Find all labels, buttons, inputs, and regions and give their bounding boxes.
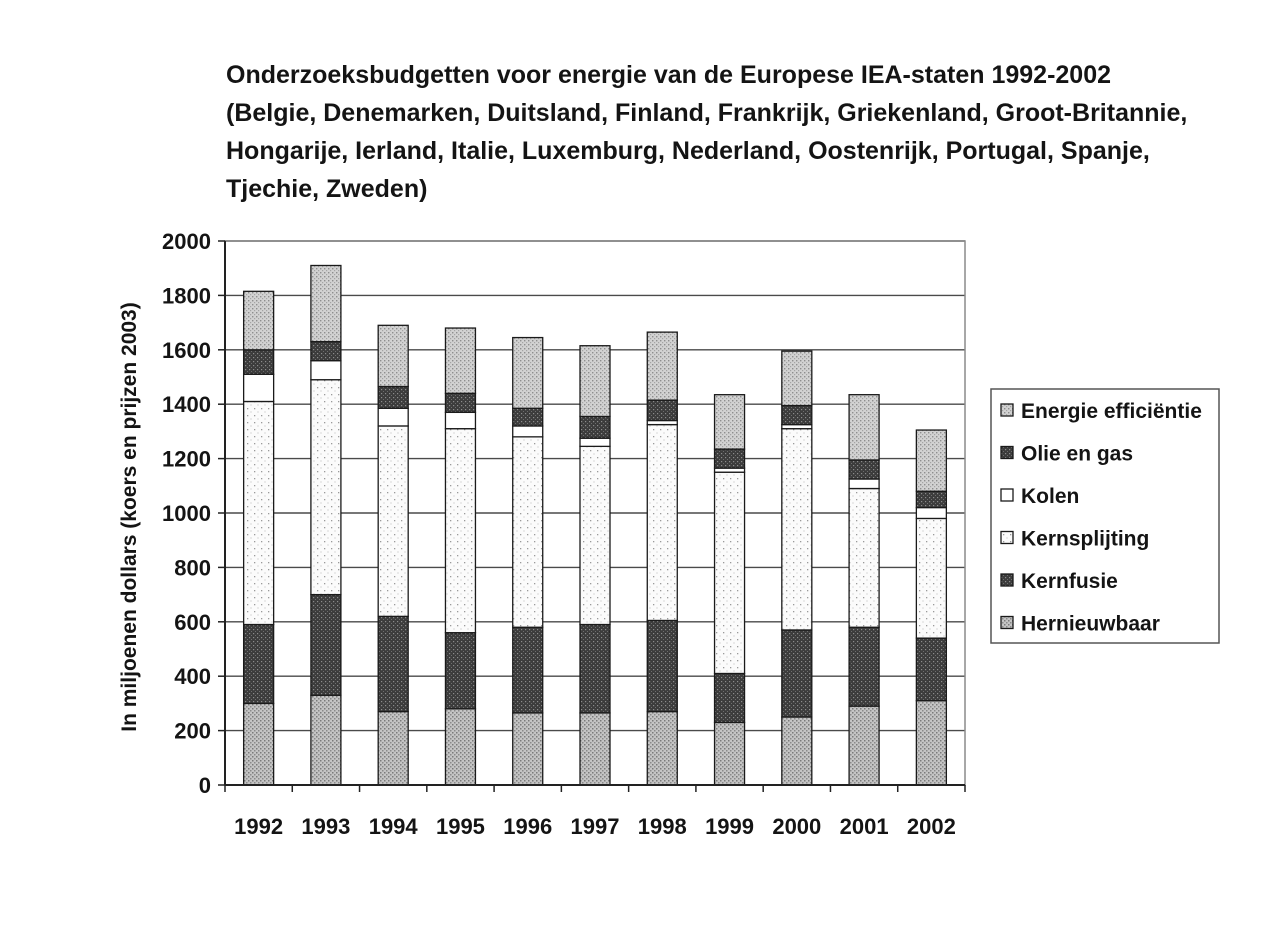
y-tick-label: 800 (174, 555, 211, 581)
y-tick-label: 1000 (162, 501, 211, 526)
bar-segment-energie-effici-ntie-1993 (311, 265, 341, 341)
bar-segment-hernieuwbaar-1996 (513, 713, 543, 785)
bars-group (244, 265, 947, 785)
x-tick-label-2002: 2002 (906, 814, 956, 839)
y-tick-label: 1600 (162, 337, 211, 363)
bar-segment-energie-effici-ntie-2000 (782, 351, 812, 405)
x-tick-label-2000: 2000 (772, 814, 822, 839)
legend-label-kolen: Kolen (1021, 485, 1080, 508)
bar-segment-energie-effici-ntie-1995 (445, 328, 475, 393)
legend-swatch-kernsplijting (1001, 532, 1013, 544)
bar-segment-kernfusie-2000 (782, 630, 812, 717)
bar-segment-hernieuwbaar-1998 (647, 712, 677, 785)
legend-swatch-energie-effici-ntie (1001, 404, 1013, 416)
bar-segment-kernsplijting-1996 (513, 437, 543, 627)
bar-segment-kernfusie-2001 (849, 627, 879, 706)
chart-title-line-1: Onderzoeksbudgetten voor energie van de Europese IEA-staten 1992-2002 (226, 61, 1112, 89)
legend-swatch-olie-en-gas (1001, 447, 1013, 459)
legend-swatch-kolen (1001, 489, 1013, 501)
bar-segment-kernfusie-1995 (445, 633, 475, 709)
x-tick-label-1995: 1995 (435, 814, 485, 839)
bar-segment-olie-en-gas-1997 (580, 416, 610, 438)
y-tick-label: 600 (174, 609, 211, 635)
bar-segment-kernsplijting-2000 (782, 429, 812, 630)
x-tick-label-1994: 1994 (368, 814, 418, 839)
y-tick-label: 400 (174, 664, 211, 690)
x-tick-label-1996: 1996 (503, 814, 553, 839)
bar-segment-kernsplijting-1998 (647, 425, 677, 621)
bar-segment-kernfusie-1993 (311, 595, 341, 696)
bar-segment-energie-effici-ntie-1994 (378, 325, 408, 386)
bar-segment-energie-effici-ntie-2001 (849, 395, 879, 460)
y-tick-label: 0 (198, 773, 211, 798)
bar-segment-olie-en-gas-1995 (445, 393, 475, 412)
bar-segment-kolen-1997 (580, 438, 610, 446)
bar-segment-energie-effici-ntie-1996 (513, 338, 543, 409)
bar-segment-olie-en-gas-1996 (513, 408, 543, 426)
y-tick-label: 1200 (162, 446, 211, 472)
legend-box (991, 389, 1219, 643)
bar-segment-kernsplijting-1999 (715, 472, 745, 673)
bar-segment-kolen-2002 (916, 508, 946, 519)
bar-segment-hernieuwbaar-1999 (715, 722, 745, 785)
bar-segment-hernieuwbaar-1995 (445, 709, 475, 785)
bar-segment-kolen-1992 (244, 374, 274, 401)
bar-segment-kolen-2001 (849, 479, 879, 489)
chart-title-line-2: (Belgie, Denemarken, Duitsland, Finland, Frankrijk, Griekenland, Groot-Britannie, (226, 99, 1188, 127)
y-tick-label: 200 (174, 718, 211, 744)
bar-segment-kernsplijting-2001 (849, 489, 879, 628)
bar-segment-kernfusie-1999 (715, 673, 745, 722)
y-tick-label: 1800 (162, 283, 211, 309)
bar-segment-kolen-1995 (445, 412, 475, 428)
x-tick-label-2001: 2001 (839, 814, 889, 839)
bar-segment-energie-effici-ntie-2002 (916, 430, 946, 491)
bar-segment-olie-en-gas-1998 (647, 400, 677, 420)
bar-segment-hernieuwbaar-1993 (311, 695, 341, 785)
bar-segment-kernsplijting-1992 (244, 401, 274, 624)
chart-title-line-3: Hongarije, Ierland, Italie, Luxemburg, Nederland, Oostenrijk, Portugal, Spanje, (226, 137, 1150, 165)
bar-segment-olie-en-gas-2000 (782, 406, 812, 425)
bar-segment-kernsplijting-1993 (311, 380, 341, 595)
legend-label-kernfusie: Kernfusie (1021, 570, 1118, 593)
bar-segment-energie-effici-ntie-1999 (715, 395, 745, 449)
bar-segment-olie-en-gas-1992 (244, 350, 274, 374)
x-tick-label-1999: 1999 (705, 814, 755, 839)
legend-swatch-hernieuwbaar (1001, 617, 1013, 629)
bar-segment-kernsplijting-1997 (580, 446, 610, 624)
bar-segment-olie-en-gas-1993 (311, 342, 341, 361)
bar-segment-kernfusie-1992 (244, 625, 274, 704)
bar-segment-kolen-1996 (513, 426, 543, 437)
bar-segment-energie-effici-ntie-1998 (647, 332, 677, 400)
chart-title-line-4: Tjechie, Zweden) (226, 175, 428, 203)
bar-segment-hernieuwbaar-1992 (244, 703, 274, 785)
x-tick-label-1997: 1997 (570, 814, 620, 839)
bar-segment-hernieuwbaar-2000 (782, 717, 812, 785)
bar-segment-olie-en-gas-1994 (378, 387, 408, 409)
x-tick-label-1993: 1993 (301, 814, 351, 839)
y-tick-label: 2000 (162, 229, 211, 254)
bar-segment-hernieuwbaar-2002 (916, 701, 946, 785)
bar-segment-kolen-1993 (311, 361, 341, 380)
bar-segment-hernieuwbaar-1994 (378, 712, 408, 785)
legend (991, 389, 1219, 643)
legend-swatch-kernfusie (1001, 574, 1013, 586)
legend-label-energie-effici-ntie: Energie efficiëntie (1021, 400, 1202, 423)
y-tick-label: 1400 (162, 392, 211, 418)
x-tick-labels (234, 814, 956, 839)
x-tick-label-1998: 1998 (637, 814, 687, 839)
bar-segment-kernsplijting-1995 (445, 429, 475, 633)
legend-label-kernsplijting: Kernsplijting (1021, 527, 1150, 551)
bar-segment-kernsplijting-2002 (916, 518, 946, 638)
legend-label-olie-en-gas: Olie en gas (1021, 442, 1134, 466)
bar-segment-olie-en-gas-2002 (916, 491, 946, 507)
y-tick-labels (162, 229, 211, 798)
legend-label-hernieuwbaar: Hernieuwbaar (1021, 612, 1160, 636)
bar-segment-kernfusie-1997 (580, 625, 610, 713)
bar-segment-kernfusie-1996 (513, 627, 543, 713)
bar-segment-hernieuwbaar-2001 (849, 706, 879, 785)
bar-segment-kernfusie-2002 (916, 638, 946, 701)
bar-segment-olie-en-gas-2001 (849, 460, 879, 479)
bar-segment-energie-effici-ntie-1997 (580, 346, 610, 417)
bar-segment-kernfusie-1994 (378, 616, 408, 711)
y-axis-label: In miljoenen dollars (koers en prijzen 2003) (118, 302, 141, 732)
bar-segment-energie-effici-ntie-1992 (244, 291, 274, 349)
bar-segment-kolen-1994 (378, 408, 408, 426)
x-tick-label-1992: 1992 (234, 814, 284, 839)
bar-segment-hernieuwbaar-1997 (580, 713, 610, 785)
bar-segment-kernfusie-1998 (647, 620, 677, 711)
bar-segment-kernsplijting-1994 (378, 426, 408, 616)
bar-segment-olie-en-gas-1999 (715, 449, 745, 468)
